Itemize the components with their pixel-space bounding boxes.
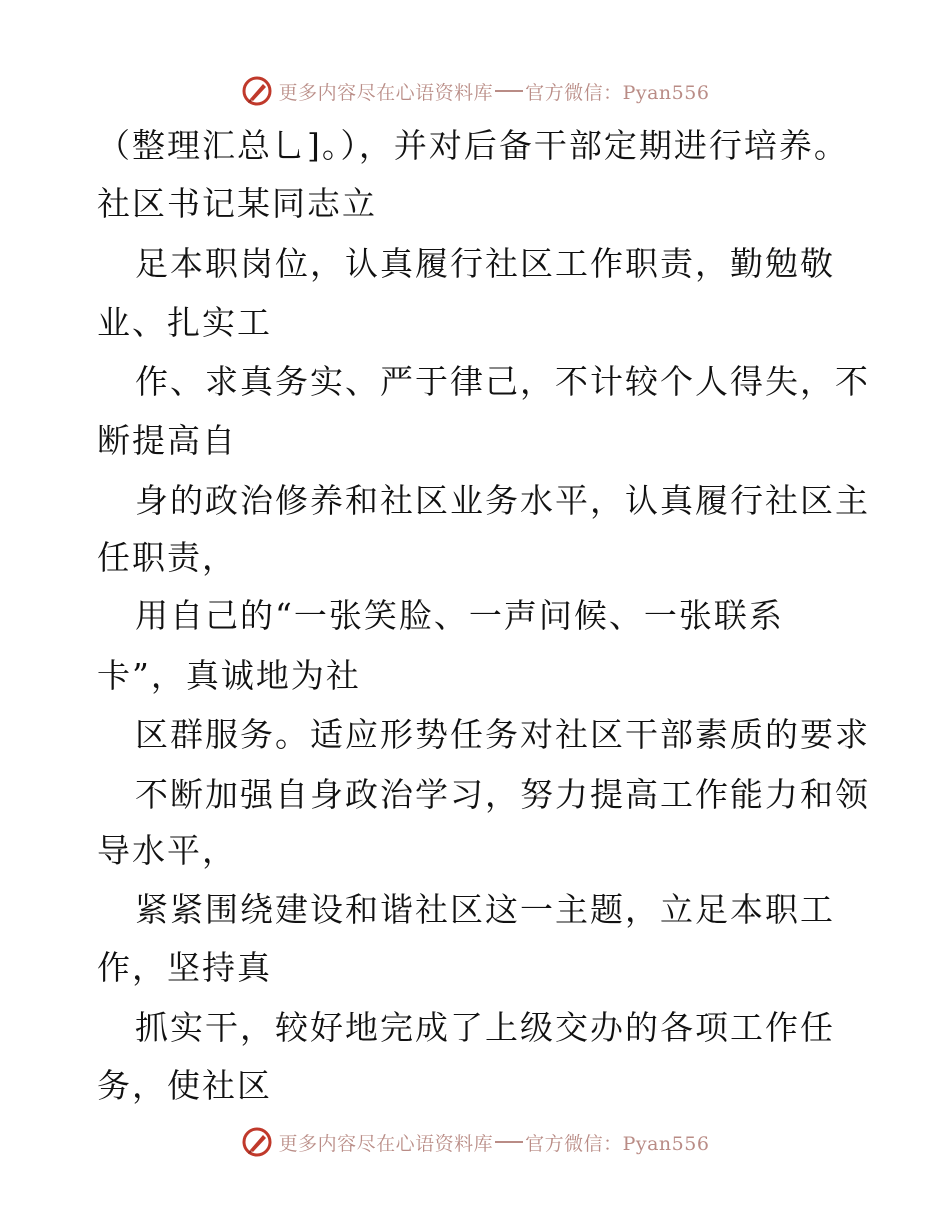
watermark-wechat-text: 官方微信：Pyan556: [525, 1132, 710, 1155]
text-line: 任职责，: [97, 538, 237, 577]
text-line: 足本职岗位，认真履行社区工作职责，勤勉敬: [135, 244, 835, 283]
text-line: 区群服务。适应形势任务对社区干部素质的要求: [135, 715, 870, 754]
watermark-site-text: 更多内容尽在心语资料库: [278, 1132, 494, 1155]
text-line: 作，坚持真: [97, 948, 272, 987]
watermark-footer: [0, 1122, 950, 1162]
text-line: 断提高自: [97, 421, 237, 460]
text-line: 业、扎实工: [97, 303, 272, 342]
text-line: 社区书记某同志立: [97, 184, 377, 223]
text-line: 抓实干，较好地完成了上级交办的各项工作任: [135, 1008, 835, 1047]
text-line: 身的政治修养和社区业务水平，认真履行社区主: [135, 481, 870, 520]
watermark-site-text: 更多内容尽在心语资料库: [278, 81, 494, 104]
text-line: 卡”，真诚地为社: [97, 656, 361, 695]
text-line: （整理汇总⺃]。），并对后备干部定期进行培养。: [97, 126, 849, 165]
text-line: 不断加强自身政治学习，努力提高工作能力和领: [135, 775, 870, 814]
text-line: 用自己的“一张笑脸、一声问候、一张联系: [135, 596, 784, 635]
quill-pen-logo-icon: [241, 75, 273, 107]
watermark-wechat-text: 官方微信：Pyan556: [525, 81, 710, 104]
text-line: 紧紧围绕建设和谐社区这一主题，立足本职工: [135, 890, 835, 929]
text-line: 务，使社区: [97, 1066, 272, 1105]
watermark-header: [0, 71, 950, 111]
watermark-separator: [495, 1141, 523, 1143]
text-line: 导水平，: [97, 831, 237, 870]
text-line: 作、求真务实、严于律己，不计较个人得失，不: [135, 362, 870, 401]
quill-pen-logo-icon: [241, 1126, 273, 1158]
watermark-separator: [495, 90, 523, 92]
